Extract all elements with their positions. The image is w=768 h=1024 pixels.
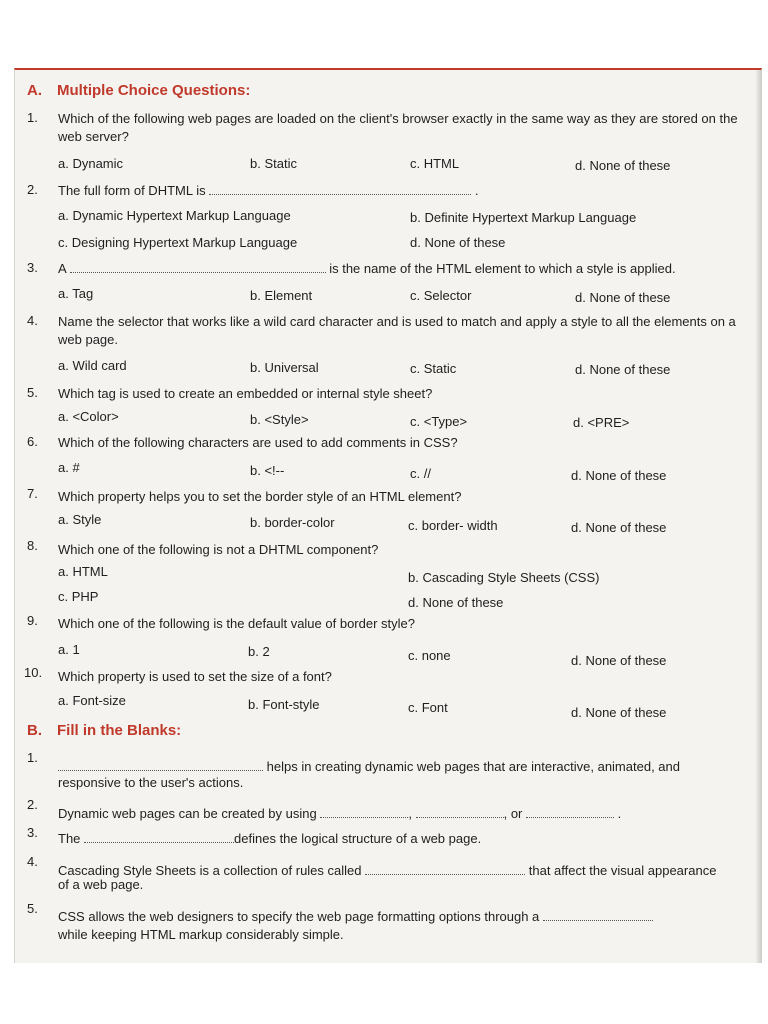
- option-c: c. none: [408, 648, 451, 663]
- question-text: Name the selector that works like a wild card character and is used to match and apply a style to all the elements on a web page.: [58, 314, 736, 347]
- blank-text-line2: responsive to the user's actions.: [58, 775, 244, 790]
- question-text: The full form of DHTML is .: [58, 183, 479, 198]
- option-a: a. HTML: [58, 564, 108, 579]
- question-text: A is the name of the HTML element to which a style is applied.: [58, 261, 676, 276]
- question-text: Which property helps you to set the border style of an HTML element?: [58, 489, 462, 504]
- blank-text: Cascading Style Sheets is a collection of rules called that affect the visual appearance: [58, 863, 717, 878]
- option-c: c. Designing Hypertext Markup Language: [58, 235, 298, 250]
- question-number: 5.: [27, 385, 38, 400]
- option-a: a. Style: [58, 512, 102, 527]
- option-b: b. <!--: [250, 463, 285, 478]
- question-number: 2.: [27, 182, 38, 197]
- option-c: c. Font: [408, 700, 448, 715]
- answer-blank: [416, 807, 504, 818]
- blank-text-line2: while keeping HTML markup considerably simple.: [58, 927, 344, 942]
- option-d: d. <PRE>: [573, 415, 630, 430]
- section-a-heading: A. Multiple Choice Questions:: [27, 82, 251, 99]
- answer-blank: [84, 832, 234, 843]
- option-a: a. Dynamic Hypertext Markup Language: [58, 208, 291, 223]
- question-number: 2.: [27, 797, 38, 812]
- question-text: Which of the following characters are used to add comments in CSS?: [58, 435, 458, 450]
- answer-blank: [58, 760, 263, 771]
- option-d: d. None of these: [410, 235, 506, 250]
- question-number: 4.: [27, 313, 38, 328]
- blank-text: CSS allows the web designers to specify the web page formatting options through a: [58, 908, 758, 926]
- option-d: d. None of these: [571, 468, 667, 483]
- option-b: b. Cascading Style Sheets (CSS): [408, 570, 600, 585]
- option-b: b. <Style>: [250, 412, 309, 427]
- option-a: a. <Color>: [58, 409, 119, 424]
- question-number: 3.: [27, 825, 38, 840]
- question-text: Which of the following web pages are loaded on the client's browser exactly in the same way as they are stored on the web server?: [58, 111, 738, 144]
- worksheet-page: [14, 68, 762, 963]
- option-c: c. Selector: [410, 288, 472, 303]
- option-d: d. None of these: [571, 705, 667, 720]
- option-c: c. HTML: [410, 156, 460, 171]
- option-c: c. PHP: [58, 589, 99, 604]
- option-d: d. None of these: [575, 362, 671, 377]
- question-number: 8.: [27, 538, 38, 553]
- option-a: a. Dynamic: [58, 156, 124, 171]
- blank-text: helps in creating dynamic web pages that are interactive, animated, and: [58, 758, 758, 776]
- question-text: Which property is used to set the size of a font?: [58, 669, 332, 684]
- answer-blank: [320, 807, 408, 818]
- blank-text: The defines the logical structure of a web page.: [58, 831, 482, 846]
- option-b: b. Universal: [250, 360, 319, 375]
- option-d: d. None of these: [575, 290, 671, 305]
- option-a: a. Wild card: [58, 358, 127, 373]
- option-d: d. None of these: [571, 653, 667, 668]
- option-d: d. None of these: [575, 158, 671, 173]
- question-text: Which one of the following is the default value of border style?: [58, 616, 415, 631]
- option-b: b. 2: [248, 644, 270, 659]
- question-text: Which one of the following is not a DHTML component?: [58, 542, 379, 557]
- option-a: a. Tag: [58, 286, 94, 301]
- question-number: 7.: [27, 486, 38, 501]
- answer-blank: [70, 262, 326, 273]
- option-b: b. Font-style: [248, 697, 320, 712]
- answer-blank: [209, 184, 471, 195]
- option-b: b. Definite Hypertext Markup Language: [410, 210, 637, 225]
- answer-blank: [543, 910, 653, 921]
- question-number: 3.: [27, 260, 38, 275]
- question-number: 1.: [27, 110, 38, 125]
- section-b-heading: B. Fill in the Blanks:: [27, 722, 182, 739]
- option-c: c. Static: [410, 361, 457, 376]
- option-b: b. Element: [250, 288, 313, 303]
- option-b: b. Static: [250, 156, 297, 171]
- option-a: a. 1: [58, 642, 80, 657]
- question-number: 4.: [27, 854, 38, 869]
- option-a: a. #: [58, 460, 80, 475]
- question-number: 6.: [27, 434, 38, 449]
- option-a: a. Font-size: [58, 693, 126, 708]
- option-d: d. None of these: [571, 520, 667, 535]
- option-c: c. border- width: [408, 518, 498, 533]
- question-number: 9.: [27, 613, 38, 628]
- blank-text-line2: of a web page.: [58, 877, 144, 892]
- answer-blank: [526, 807, 614, 818]
- blank-text: Dynamic web pages can be created by using , , or .: [58, 806, 622, 821]
- question-number: 1.: [27, 750, 38, 765]
- question-number: 5.: [27, 901, 38, 916]
- answer-blank: [365, 864, 525, 875]
- option-b: b. border-color: [250, 515, 335, 530]
- option-d: d. None of these: [408, 595, 504, 610]
- question-text: Which tag is used to create an embedded or internal style sheet?: [58, 386, 433, 401]
- question-number: 10.: [24, 665, 43, 680]
- option-c: c. //: [410, 466, 431, 481]
- option-c: c. <Type>: [410, 414, 468, 429]
